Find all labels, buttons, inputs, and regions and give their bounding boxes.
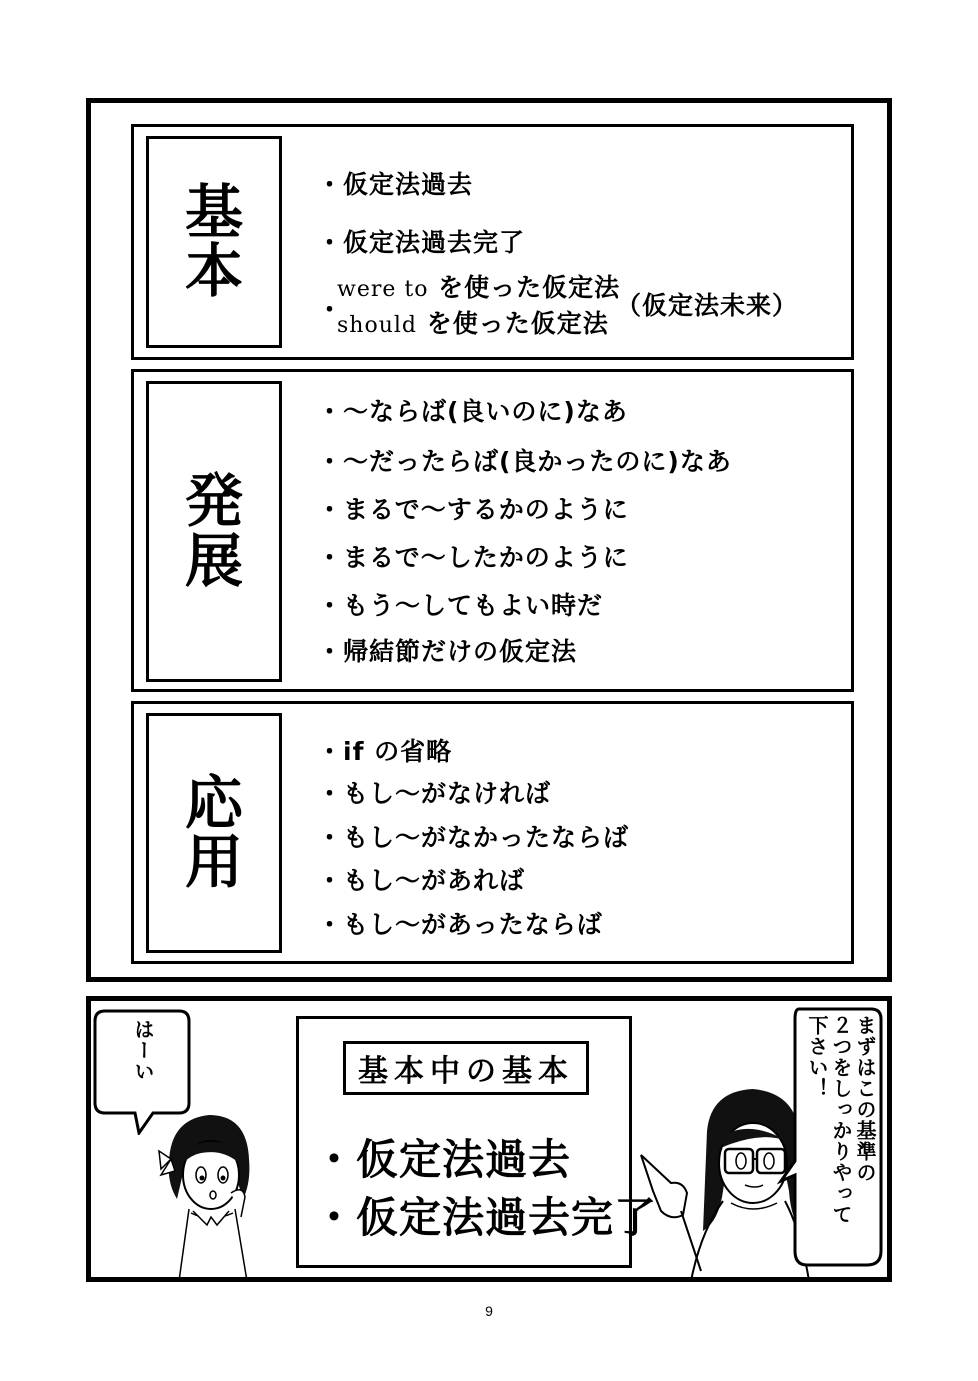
list-item: ・もし〜がなかったならば: [317, 823, 630, 852]
section-applied-label: [146, 713, 282, 953]
list-item: ・〜だったらば(良かったのに)なあ: [317, 447, 732, 476]
section-basic: [131, 124, 854, 360]
section-advanced-label: [146, 381, 282, 682]
label-char: 展: [184, 526, 243, 595]
list-item: ・もし〜がなければ: [317, 779, 552, 808]
list-item: ・仮定法過去完了: [317, 228, 526, 257]
right-bubble-text-col1: まずはこの基準の: [853, 1015, 877, 1183]
section-advanced: [131, 369, 854, 692]
list-item-bullet: ・: [317, 295, 344, 324]
label-char: 用: [184, 828, 243, 896]
list-item-were-to: [337, 268, 620, 304]
list-item: ・まるで〜するかのように: [317, 495, 629, 524]
latin-text: should: [337, 313, 417, 338]
label-char: 発: [184, 467, 243, 536]
list-item: ・〜ならば(良いのに)なあ: [317, 397, 628, 426]
list-item: ・if の省略: [317, 737, 453, 766]
jp-text: を使った仮定法: [417, 309, 609, 338]
latin-text: were to: [337, 277, 429, 302]
list-item: ・仮定法過去: [317, 170, 474, 199]
list-item: ・もし〜があったならば: [317, 910, 603, 939]
list-item-should: [337, 304, 609, 340]
right-bubble-text-col3: 下さい！: [805, 1015, 829, 1099]
label-char: 本: [184, 237, 243, 305]
list-item: ・まるで〜したかのように: [317, 543, 629, 572]
future-subjunctive-note: （仮定法未来）: [616, 291, 799, 320]
list-item: ・もし〜があれば: [317, 866, 526, 895]
left-bubble-text: はーい: [131, 1019, 155, 1082]
jp-text: を使った仮定法: [428, 273, 621, 302]
label-char: 応: [184, 768, 243, 837]
list-item: ・帰結節だけの仮定法: [317, 637, 578, 666]
board-title: 基本中の基本: [343, 1041, 589, 1095]
comic-panel: [86, 996, 892, 1282]
board: [296, 1016, 658, 1268]
board-item: ・仮定法過去: [313, 1135, 572, 1184]
section-basic-label: [146, 136, 282, 348]
page-number: 9: [485, 1303, 493, 1319]
girl-character: [131, 1101, 281, 1281]
summary-frame: [86, 98, 892, 982]
board-item: ・仮定法過去完了: [313, 1193, 658, 1242]
right-bubble-text-col2: ２つをしっかりやって: [829, 1015, 853, 1225]
section-applied: [131, 701, 854, 964]
label-char: 基: [184, 177, 243, 246]
list-item: ・もう〜してもよい時だ: [317, 591, 604, 620]
